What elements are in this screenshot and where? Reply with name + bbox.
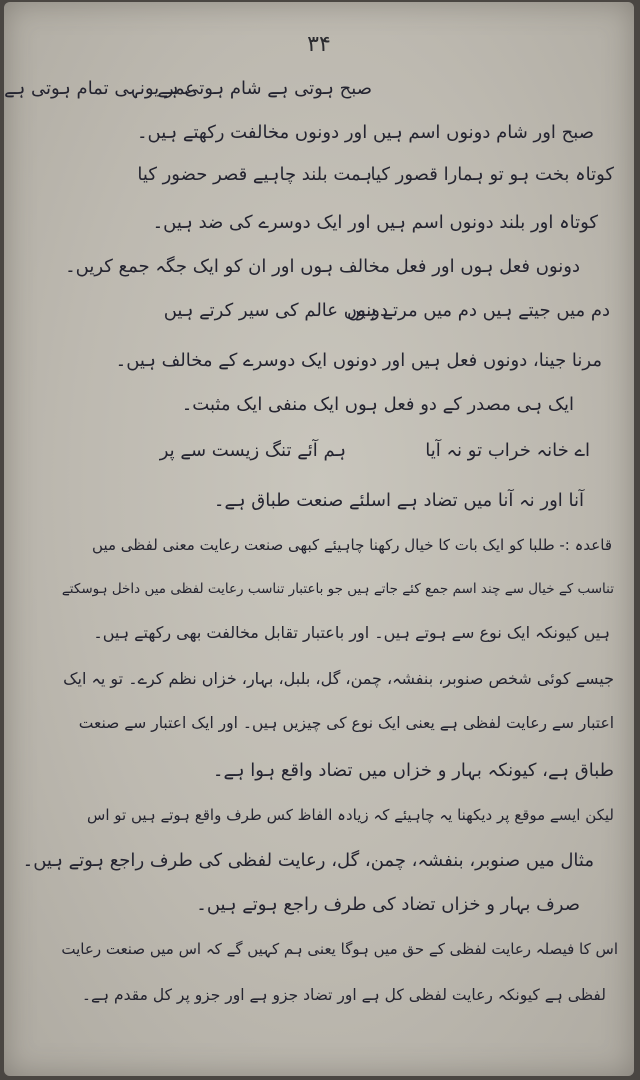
prose-line: مثال میں صنوبر، بنفشہ، چمن، گل، رعایت لفظی کی طرف راجع ہوتے ہیں۔ [22,850,594,871]
verse-4 [4,438,634,468]
verse-3 [4,298,634,328]
verse-2 [4,162,634,192]
prose-line: اعتبار سے رعایت لفظی ہے یعنی ایک نوع کی چیزیں ہیں۔ اور ایک اعتبار سے صنعت [78,714,614,732]
prose-line: صرف بہار و خزاں تضاد کی طرف راجع ہوتے ہیں۔ [196,894,580,915]
verse-1-second-hemistich: عمر یونہی تمام ہوتی ہے [4,78,196,99]
prose-line: ہیں کیونکہ ایک نوع سے ہوتے ہیں۔ اور باعتبار تقابل مخالفت بھی رکھتے ہیں۔ [93,623,610,642]
prose-line: جیسے کوئی شخص صنوبر، بنفشہ، چمن، گل، بلبل، بہار، خزاں نظم کرے۔ تو یہ ایک [63,669,614,688]
prose-line: لیکن ایسے موقع پر دیکھنا یہ چاہیئے کہ زیادہ الفاظ کس طرف واقع ہوتے ہیں تو اس [87,806,614,824]
verse-3-second-hemistich: دم میں جیتے ہیں دم میں مرتے ہیں [347,300,610,321]
prose-line: دونوں فعل ہوں اور فعل مخالف ہوں اور ان کو ایک جگہ جمع کریں۔ [65,256,580,277]
verse-2-second-hemistich: کوتاہ بخت ہو تو ہمارا قصور کیا [370,164,614,185]
prose-line: آنا اور نہ آنا میں تضاد ہے اسلئے صنعت طباق ہے۔ [213,490,584,511]
page-number: ۳۴ [307,32,331,57]
verse-4-second-hemistich: اے خانہ خراب تو نہ آیا [425,440,590,461]
prose-line: طباق ہے، کیونکہ بہار و خزاں میں تضاد واقع ہوا ہے۔ [212,760,614,781]
verse-1-first-hemistich: صبح ہوتی ہے شام ہوتی ہے [157,78,372,99]
verse-1 [4,76,634,106]
prose-line: کوتاہ اور بلند دونوں اسم ہیں اور ایک دوسرے کی ضد ہیں۔ [152,212,598,233]
prose-line: مرنا جینا، دونوں فعل ہیں اور دونوں ایک دوسرے کے مخالف ہیں۔ [115,350,602,371]
verse-3-first-hemistich: دونوں عالم کی سیر کرتے ہیں [163,300,388,321]
verse-2-first-hemistich: ہمت بلند چاہیے قصر حضور کیا [137,164,372,185]
verse-4-first-hemistich: ہم آئے تنگ زیست سے پر [159,440,346,461]
prose-line: تناسب کے خیال سے چند اسم جمع کئے جاتے ہیں جو باعتبار تناسب رعایت لفظی میں داخل ہوسکتے [61,581,614,597]
prose-line: قاعدہ :- طلبا کو ایک بات کا خیال رکھنا چاہیئے کبھی صنعت رعایت معنی لفظی میں [92,536,612,554]
prose-line: ایک ہی مصدر کے دو فعل ہوں ایک منفی ایک مثبت۔ [181,394,574,415]
book-page [4,2,634,1076]
prose-line: صبح اور شام دونوں اسم ہیں اور دونوں مخالفت رکھتے ہیں۔ [136,122,594,143]
prose-line: لفظی ہے کیونکہ رعایت لفظی کل ہے اور تضاد جزو ہے اور جزو پر کل مقدم ہے۔ [81,986,606,1004]
prose-line: اس کا فیصلہ رعایت لفظی کے حق میں ہوگا یعنی ہم کہیں گے کہ اس میں صنعت رعایت [61,940,618,958]
